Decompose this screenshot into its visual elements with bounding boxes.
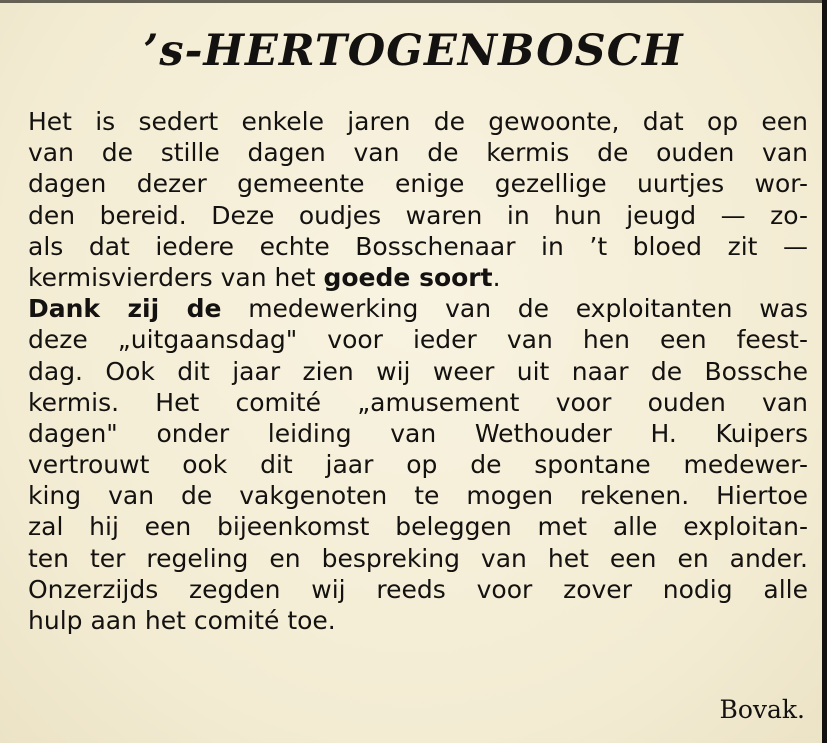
- article-line-2: van de stille dagen van de kermis de ouden van: [28, 138, 808, 168]
- article-line-4: den bereid. Deze oudjes waren in hun jeugd — zo-: [28, 200, 808, 230]
- article-line-13: king van de vakgenoten te mogen rekenen. Hiertoe: [28, 481, 808, 511]
- sentence-period: .: [492, 262, 501, 292]
- article-line-7-text: medewerking van de exploitanten was: [248, 294, 808, 324]
- article-line-6-text: kermisvierders van het: [28, 262, 324, 292]
- scan-edge-right: [822, 0, 827, 743]
- article-line-15: ten ter regeling en bespreking van het een en ander.: [28, 543, 808, 573]
- article-line-9: dag. Ook dit jaar zien wij weer uit naar de Bossche: [28, 356, 808, 386]
- emphasis-dank-zij-de: Dank zij de: [28, 294, 222, 324]
- article-title: ’s-HERTOGENBOSCH: [143, 26, 684, 76]
- article-body: [28, 106, 808, 636]
- article-line-11: dagen" onder leiding van Wethouder H. Kuipers: [28, 418, 808, 448]
- article-line-16: Onzerzijds zegden wij reeds voor zover nodig alle: [28, 574, 808, 604]
- article-line-14: zal hij een bijeenkomst beleggen met alle exploitan-: [28, 512, 808, 542]
- article-line-12: vertrouwt ook dit jaar op de spontane medewer-: [28, 450, 808, 480]
- emphasis-goede-soort: goede soort: [323, 262, 493, 292]
- article-line-6: [28, 262, 808, 293]
- article-line-7: [28, 293, 808, 324]
- article-line-17: hulp aan het comité toe.: [28, 606, 336, 635]
- article-line-3: dagen dezer gemeente enige gezellige uurtjes wor-: [28, 169, 808, 199]
- article-line-1: Het is sedert enkele jaren de gewoonte, dat op een: [28, 107, 808, 136]
- scan-edge-top: [0, 0, 827, 3]
- article-signature: Bovak.: [719, 695, 805, 724]
- article-line-5: als dat iedere echte Bosschenaar in ’t bloed zit —: [28, 231, 808, 261]
- article-line-8: deze „uitgaansdag" voor ieder van hen een feest-: [28, 325, 808, 355]
- article-line-10: kermis. Het comité „amusement voor ouden van: [28, 387, 808, 417]
